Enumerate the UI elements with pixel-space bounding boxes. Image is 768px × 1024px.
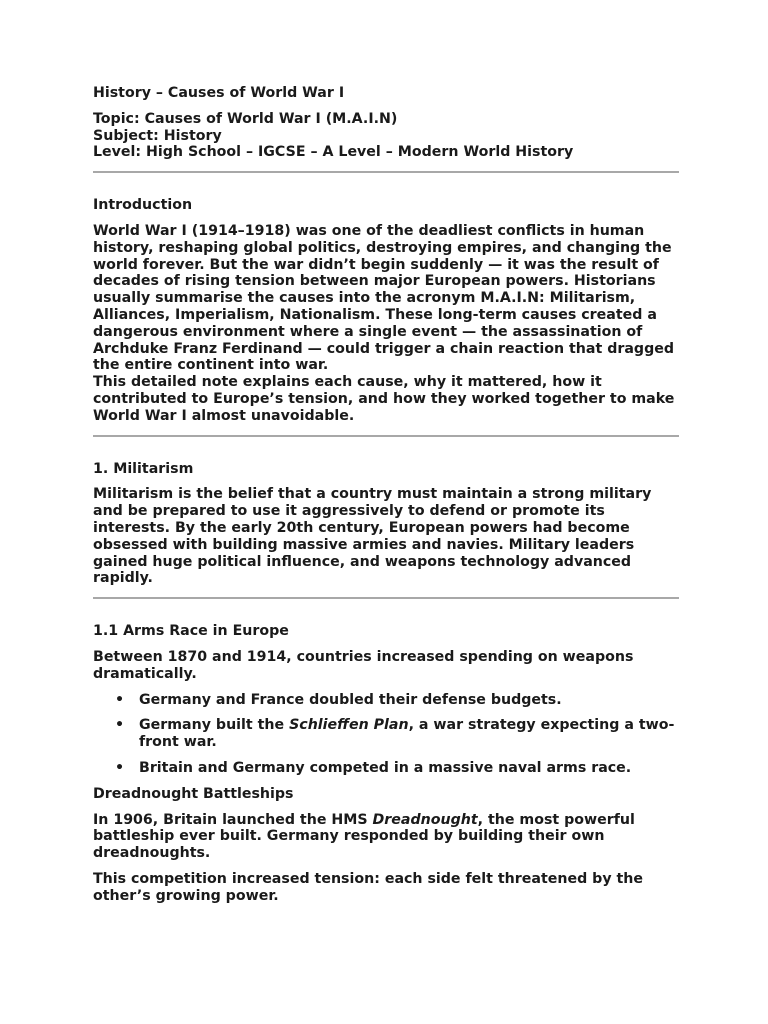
dreadnought-emphasis: Dreadnought [372, 811, 478, 828]
dreadnought-paragraph-1 [93, 812, 679, 862]
schlieffen-plan-emphasis: Schlieffen Plan [289, 717, 409, 734]
list-item-text-prefix: Germany built the [139, 717, 290, 734]
dreadnought-paragraph-2: This competition increased tension: each side felt threatened by the other’s growing power. [93, 870, 644, 904]
level-line: Level: High School – IGCSE – A Level – Modern World History [93, 144, 574, 161]
subheading-dreadnought: Dreadnought Battleships [93, 785, 294, 802]
list-item [139, 692, 679, 709]
document-page [93, 85, 679, 913]
section-heading-militarism: 1. Militarism [93, 460, 194, 477]
intro-paragraph-2: This detailed note explains each cause, why it mattered, how it contributed to Europe’s tension, and how they worked together to make World War I almost unavoidable. [93, 374, 675, 424]
list-item-text-suffix: , a war strategy expecting a two-front war. [139, 717, 675, 751]
militarism-paragraph: Militarism is the belief that a country must maintain a strong military and be prepared to use it aggressively to defend or promote its interests. By the early 20th century, European powers had become obsessed with building massive armies and navies. Military leaders gained huge political influence, and weapons technology advanced rapidly. [93, 486, 652, 587]
intro-paragraph-1: World War I (1914–1918) was one of the deadliest conflicts in human history, reshaping global politics, destroying empires, and changing the world forever. But the war didn’t begin suddenly — it was the result of decades of rising tension between major European powers. Historians usually summarise the causes into the acronym M.A.I.N: Militarism, Alliances, Imperialism, Nationalism. These long-term causes created a dangerous environment where a single event — the assassination of Archduke Franz Ferdinand — could trigger a chain reaction that dragged the entire continent into war. [93, 222, 675, 374]
arms-race-list [93, 692, 679, 777]
list-item-text: Germany and France doubled their defense budgets. [139, 691, 562, 708]
list-item [139, 760, 679, 777]
dreadnought-text-suffix: , the most powerful battleship ever built. Germany responded by building their own dreadnoughts. [93, 811, 635, 862]
section-heading-introduction: Introduction [93, 197, 193, 214]
document-title: History – Causes of World War I [93, 85, 345, 101]
list-item-text: Britain and Germany competed in a massive naval arms race. [139, 759, 632, 776]
divider [93, 171, 679, 173]
topic-line: Topic: Causes of World War I (M.A.I.N) [93, 110, 398, 127]
divider [93, 435, 679, 437]
divider [93, 597, 679, 599]
subject-line: Subject: History [93, 127, 222, 144]
subsection-heading-arms-race: 1.1 Arms Race in Europe [93, 623, 289, 640]
arms-race-paragraph: Between 1870 and 1914, countries increased spending on weapons dramatically. [93, 648, 634, 682]
list-item [139, 717, 679, 751]
dreadnought-text-prefix: In 1906, Britain launched the HMS [93, 811, 373, 828]
